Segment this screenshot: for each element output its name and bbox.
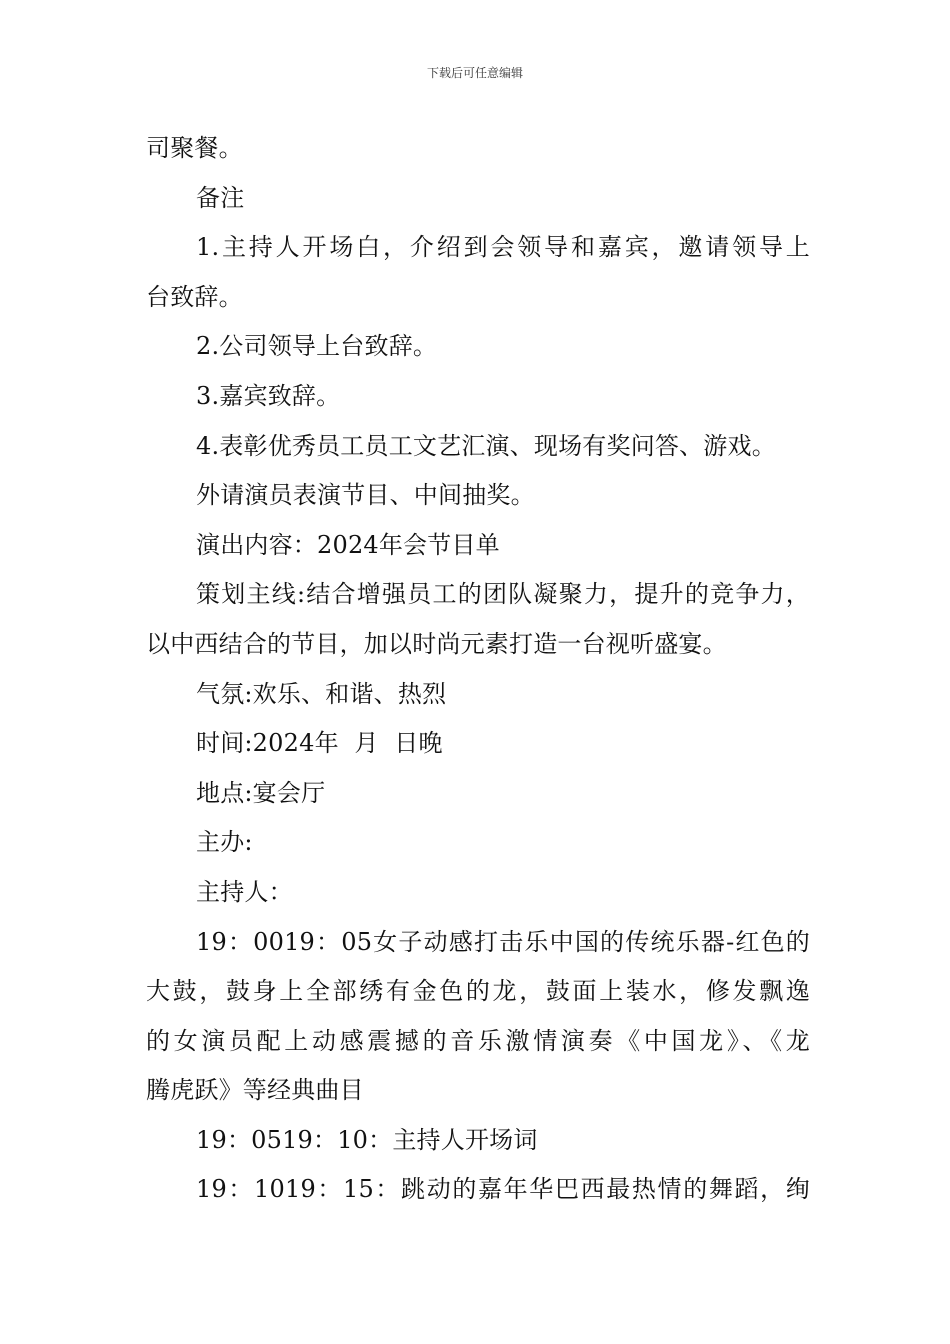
- text-line: 2.公司领导上台致辞。: [196, 332, 438, 361]
- text-line: 主持人：: [196, 877, 293, 906]
- text-line: 以中西结合的节目，加以时尚元素打造一台视听盛宴。: [146, 629, 727, 658]
- text-line: 4.表彰优秀员工员工文艺汇演、现场有奖问答、游戏。: [196, 431, 776, 460]
- text-line: 腾虎跃》等经典曲目: [146, 1076, 364, 1105]
- text-line: 3.嘉宾致辞。: [196, 381, 341, 410]
- text-line: 备注: [196, 183, 245, 212]
- text-line: 1.主持人开场白，介绍到会领导和嘉宾，邀请领导上: [196, 233, 810, 262]
- text-line: 演出内容：2024年会节目单: [196, 530, 500, 559]
- text-line: 司聚餐。: [146, 134, 243, 162]
- text-line: 19：0519：10：主持人开场词: [196, 1125, 538, 1154]
- text-line: 外请演员表演节目、中间抽奖。: [196, 481, 535, 510]
- document-body: [146, 124, 810, 1215]
- text-line: 时间:2024年 月 日晚: [196, 729, 443, 758]
- text-line: 地点:宴会厅: [196, 778, 326, 807]
- text-line: 台致辞。: [146, 282, 243, 311]
- text-line: 气氛:欢乐、和谐、热烈: [196, 679, 447, 708]
- page-header-note: 下载后可任意编辑: [426, 66, 523, 80]
- text-line: 主办:: [196, 828, 253, 857]
- text-line: 19：1019：15：跳动的嘉年华巴西最热情的舞蹈，绚: [196, 1175, 810, 1204]
- text-line: 大鼓，鼓身上全部绣有金色的龙，鼓面上装水，修发飘逸: [146, 977, 810, 1006]
- text-line: 的女演员配上动感震撼的音乐激情演奏《中国龙》、《龙: [146, 1026, 810, 1055]
- text-line: 策划主线:结合增强员工的团队凝聚力，提升的竞争力，: [196, 580, 810, 609]
- text-line: 19：0019：05女子动感打击乐中国的传统乐器-红色的: [196, 927, 810, 956]
